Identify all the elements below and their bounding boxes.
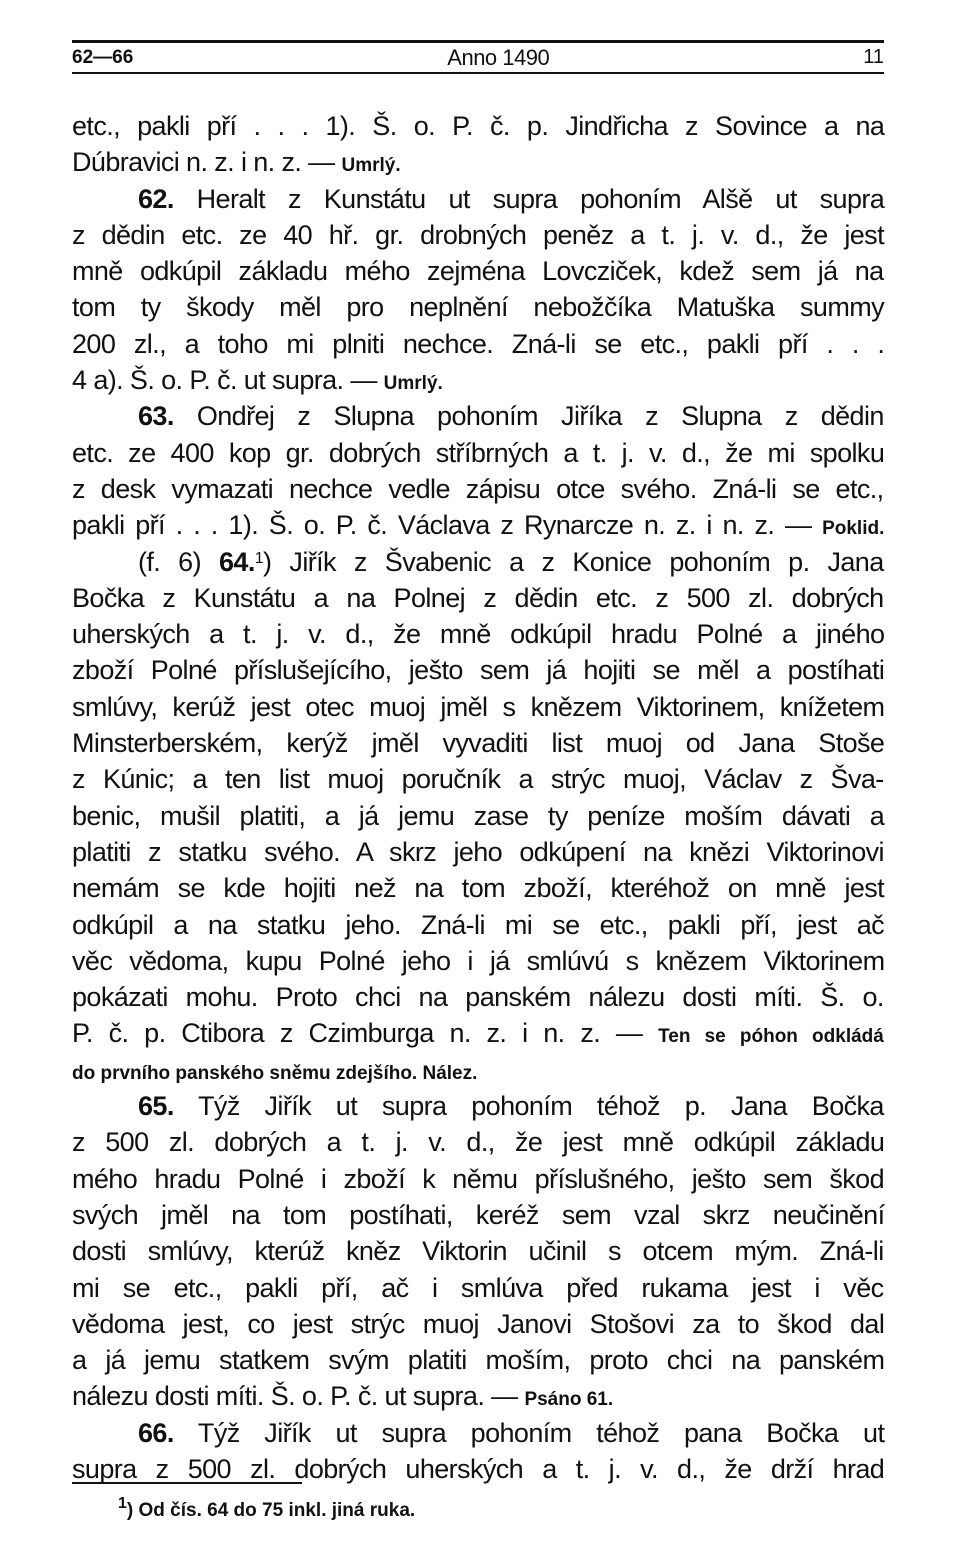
entry-number: 64. (219, 546, 255, 577)
text-line (72, 834, 884, 870)
text-line (72, 652, 884, 688)
text-line (72, 1161, 884, 1197)
text-line (72, 761, 884, 797)
footnote-divider (72, 1482, 302, 1484)
line-text: tom ty škody měl pro neplnění nebožčíka Matuška summy (72, 292, 885, 323)
running-header (72, 40, 884, 74)
line-text: nálezu dosti míti. Š. o. P. č. ut supra. — (72, 1381, 525, 1412)
text-line (72, 144, 884, 180)
footnote-text: ) Od čís. 64 do 75 inkl. jiná ruka. (126, 1500, 416, 1521)
line-text: 4 a). Š. o. P. č. ut supra. — (72, 365, 384, 396)
text-line (72, 725, 884, 761)
line-text: benic, mušil platiti, a já jemu zase ty peníze moším dávati a (72, 800, 885, 831)
text-line (72, 289, 884, 325)
text-line (72, 1270, 884, 1306)
line-text: smlúvy, kerúž jest otec muoj jměl s knězem Viktorinem, knížetem (72, 691, 885, 722)
annotation-note: Psáno 61. (524, 1389, 614, 1411)
text-line (72, 1378, 884, 1414)
line-text: dosti smlúvy, kterúž kněz Viktorin učinil s otcem mým. Zná-li (72, 1236, 884, 1267)
line-text: Týž Jiřík ut supra pohoním téhož p. Jana Bočka (173, 1091, 884, 1122)
line-text: Heralt z Kunstátu ut supra pohoním Alšě ut supra (173, 183, 885, 214)
line-text: z dědin etc. ze 40 hř. gr. drobných peněz a t. j. v. d., že jest (72, 219, 884, 250)
line-text: etc. ze 400 kop gr. dobrých stříbrných a t. j. v. d., že mi spolku (72, 437, 885, 468)
line-text: svých jměl na tom postíhati, keréž sem vzal skrz neučinění (72, 1199, 885, 1230)
footnote-reference: 1 (254, 549, 264, 567)
entry-number: 62. (138, 183, 174, 214)
text-line (72, 798, 884, 834)
line-text: Týž Jiřík ut supra pohoním téhož pana Bočka ut (173, 1417, 885, 1448)
line-text: etc., pakli pří . . . 1). Š. o. P. č. p. Jindřicha z Sovince a na (72, 111, 885, 141)
line-text: z 500 zl. dobrých a t. j. v. d., že jest mně odkúpil základu (72, 1127, 885, 1158)
line-text: 200 zl., a toho mi plniti nechce. Zná-li se etc., pakli pří . . . (72, 328, 885, 359)
text-line (72, 108, 884, 144)
annotation-note: Poklid. (822, 518, 885, 540)
text-line (72, 1015, 884, 1051)
text-line (72, 181, 884, 217)
text-line (72, 689, 884, 725)
text-line (72, 616, 884, 652)
line-text: supra z 500 zl. dobrých uherských a t. j. v. d., že drží hrad (72, 1453, 885, 1484)
annotation-note: Umrlý. (383, 373, 443, 395)
line-text: mi se etc., pakli pří, ač i smlúva před rukama jest i věc (72, 1272, 884, 1303)
line-text: Minsterberském, kerýž jměl vyvaditi list muoj od Jana Stoše (72, 728, 885, 759)
annotation-note: Umrlý. (341, 155, 401, 177)
footnote-marker: 1 (118, 1495, 127, 1512)
text-line (72, 471, 884, 507)
text-line (72, 943, 884, 979)
line-text: Ondřej z Slupna pohoním Jiříka z Slupna z dědin (173, 401, 884, 432)
text-line (72, 1088, 884, 1124)
text-line (72, 435, 884, 471)
text-line (72, 1052, 884, 1088)
text-line (72, 362, 884, 398)
line-text: ) Jiřík z Švabenic a z Konice pohoním p. Jana (263, 546, 884, 577)
line-text: P. č. p. Ctibora z Czimburga n. z. i n. z. — (72, 1018, 659, 1049)
body-text (72, 108, 884, 1487)
line-text: z desk vymazati nechce vedle zápisu otce svého. Zná-li se etc., (72, 473, 884, 504)
text-line (72, 870, 884, 906)
annotation-note: Ten se póhon odkládá (658, 1026, 884, 1048)
text-line (72, 1197, 884, 1233)
text-line (72, 1415, 884, 1451)
line-text: z Kúnic; a ten list muoj poručník a strýc muoj, Václav z Šva- (72, 764, 884, 795)
line-text: a já jemu statkem svým platiti moším, proto chci na panském (72, 1345, 885, 1376)
text-line (72, 544, 884, 580)
line-text: Dúbravici n. z. i n. z. — (72, 147, 342, 178)
line-text: platiti z statku svého. A skrz jeho odkúpení na knězi Viktorinovi (72, 836, 884, 867)
text-line (72, 1233, 884, 1269)
entry-number: 63. (138, 401, 174, 432)
text-line (72, 217, 884, 253)
header-title: Anno 1490 (447, 44, 550, 70)
entry-number: 66. (138, 1417, 174, 1448)
text-line (72, 398, 884, 434)
text-line (72, 1342, 884, 1378)
text-line (72, 907, 884, 943)
entry-number: 65. (138, 1091, 174, 1122)
line-text: věc vědoma, kupu Polné jeho i já smlúvú s knězem Viktorinem (72, 945, 885, 976)
line-text: vědoma jest, co jest strýc muoj Janovi Stošovi za to škod dal (72, 1308, 885, 1339)
text-line (72, 580, 884, 616)
text-line (72, 253, 884, 289)
entry-range: 62—66 (72, 46, 134, 68)
text-line (72, 326, 884, 362)
line-text: pakli pří . . . 1). Š. o. P. č. Václava z Rynarcze n. z. i n. z. — (72, 510, 823, 541)
line-text: Bočka z Kunstátu a na Polnej z dědin etc. z 500 zl. dobrých (72, 582, 884, 613)
line-text: mého hradu Polné i zboží k němu příslušného, ješto sem škod (72, 1163, 884, 1194)
line-text: uherských a t. j. v. d., že mně odkúpil hradu Polné a jiného (72, 619, 885, 650)
annotation-note: do prvního panského sněmu zdejšího. Nález. (72, 1062, 478, 1084)
line-text: mně odkúpil základu mého zejména Lovcziček, kdež sem já na (72, 256, 884, 287)
text-line (72, 979, 884, 1015)
line-text: zboží Polné příslušejícího, ješto sem já hojiti se měl a postíhati (72, 655, 885, 686)
text-line (72, 1306, 884, 1342)
line-text: pokázati mohu. Proto chci na panském nálezu dosti míti. Š. o. (72, 982, 884, 1013)
text-line (72, 1124, 884, 1160)
folio-reference: (f. 6) (138, 546, 219, 577)
footnote (118, 1495, 818, 1522)
text-line (72, 507, 884, 543)
line-text: odkúpil a na statku jeho. Zná-li mi se etc., pakli pří, jest ač (72, 909, 885, 940)
line-text: nemám se kde hojiti než na tom zboží, kteréhož on mně jest (72, 873, 885, 904)
page-number: 11 (863, 46, 884, 68)
